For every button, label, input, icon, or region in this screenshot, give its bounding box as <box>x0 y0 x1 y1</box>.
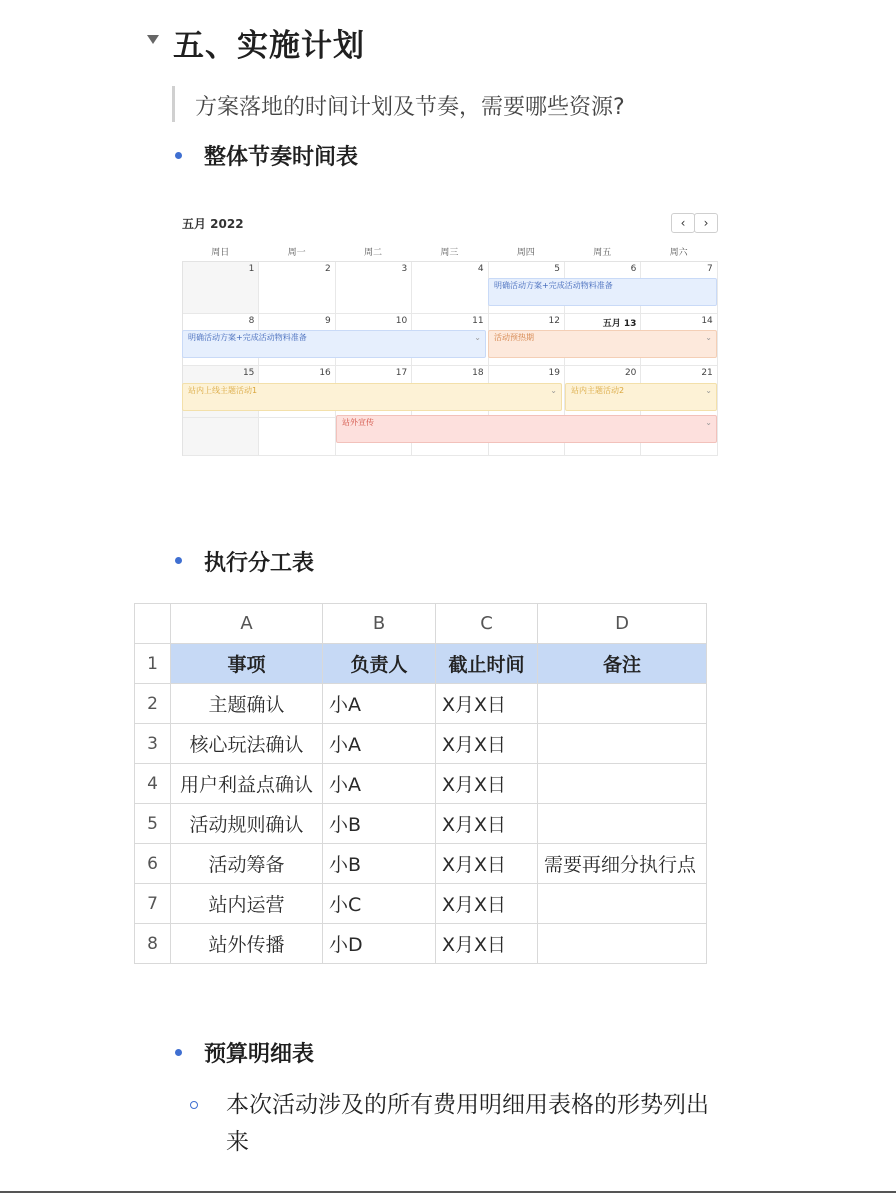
row-header[interactable]: 4 <box>135 764 171 804</box>
table-cell[interactable]: 核心玩法确认 <box>171 724 323 764</box>
column-header[interactable]: C <box>436 604 538 644</box>
table-cell[interactable]: 活动筹备 <box>171 844 323 884</box>
weekday-label: 周四 <box>516 248 535 258</box>
sheet-corner <box>135 604 171 644</box>
weekday-label: 周三 <box>440 248 459 258</box>
table-cell[interactable]: 站内运营 <box>171 884 323 924</box>
calendar-day-number: 8 <box>248 316 255 326</box>
calendar-day-number: 16 <box>319 368 331 378</box>
chevron-down-icon: ⌄ <box>705 386 712 395</box>
section-title: 五、实施计划 <box>173 28 365 64</box>
bullet-dot-icon <box>175 557 182 564</box>
calendar-day-number: 6 <box>630 264 637 274</box>
calendar-day-number: 2 <box>325 264 331 274</box>
event-label: 明确活动方案+完成活动物料准备 <box>494 281 613 290</box>
calendar-event[interactable] <box>182 330 486 358</box>
calendar-prev-button[interactable]: ‹ <box>671 213 695 233</box>
table-cell[interactable] <box>538 804 707 844</box>
table-cell[interactable]: X月X日 <box>436 924 538 964</box>
calendar-day-cell[interactable] <box>412 262 488 314</box>
table-cell[interactable] <box>538 764 707 804</box>
calendar-day-cell[interactable] <box>336 262 412 314</box>
collapse-toggle-icon[interactable] <box>147 35 159 44</box>
table-cell[interactable]: 小B <box>323 844 436 884</box>
row-header[interactable]: 8 <box>135 924 171 964</box>
table-row <box>135 924 707 964</box>
calendar-day-number: 18 <box>472 368 484 378</box>
division-table <box>134 603 707 964</box>
table-row <box>135 804 707 844</box>
calendar-day-cell[interactable] <box>183 418 259 456</box>
chevron-down-icon: ⌄ <box>705 333 712 342</box>
table-row <box>135 724 707 764</box>
calendar-day-number: 五月 13 <box>602 319 637 329</box>
quote-bar <box>172 86 175 122</box>
table-cell[interactable]: 主题确认 <box>171 684 323 724</box>
calendar-month-title: 五月 2022 <box>182 217 244 231</box>
table-cell[interactable]: X月X日 <box>436 884 538 924</box>
calendar-day-number: 12 <box>548 316 560 326</box>
table-row <box>135 884 707 924</box>
calendar-day-number: 15 <box>242 368 255 378</box>
calendar-event[interactable] <box>565 383 717 411</box>
calendar-event[interactable] <box>336 415 717 443</box>
row-header[interactable]: 2 <box>135 684 171 724</box>
calendar-day-number: 9 <box>325 316 331 326</box>
table-cell[interactable] <box>538 684 707 724</box>
table-cell[interactable]: 小A <box>323 764 436 804</box>
table-cell[interactable]: X月X日 <box>436 724 538 764</box>
event-label: 站外宣传 <box>342 418 374 427</box>
weekday-label: 周二 <box>363 248 382 258</box>
table-header-cell[interactable]: 截止时间 <box>436 644 538 684</box>
table-cell[interactable]: 站外传播 <box>171 924 323 964</box>
calendar-day-number: 1 <box>248 264 255 274</box>
calendar-event[interactable] <box>182 383 562 411</box>
table-cell[interactable]: 小A <box>323 684 436 724</box>
table-cell[interactable]: 小B <box>323 804 436 844</box>
table-cell[interactable]: 用户利益点确认 <box>171 764 323 804</box>
budget-description: 本次活动涉及的所有费用明细用表格的形势列出来 <box>226 1092 709 1155</box>
circle-bullet-icon <box>190 1101 198 1109</box>
table-cell[interactable]: X月X日 <box>436 804 538 844</box>
chevron-down-icon: ⌄ <box>474 333 481 342</box>
table-cell[interactable]: 小A <box>323 724 436 764</box>
calendar <box>182 205 717 455</box>
row-header[interactable]: 3 <box>135 724 171 764</box>
calendar-day-number: 14 <box>701 316 713 326</box>
table-header-cell[interactable]: 备注 <box>538 644 707 684</box>
calendar-day-cell[interactable] <box>259 418 335 456</box>
calendar-day-number: 21 <box>701 368 713 378</box>
table-cell[interactable]: 小D <box>323 924 436 964</box>
weekday-label: 周六 <box>669 248 688 258</box>
calendar-event[interactable] <box>488 330 717 358</box>
calendar-day-number: 11 <box>472 316 484 326</box>
chevron-down-icon: ⌄ <box>705 418 712 427</box>
calendar-day-number: 20 <box>624 368 637 378</box>
division-heading: 执行分工表 <box>204 551 315 576</box>
quote-text: 方案落地的时间计划及节奏，需要哪些资源? <box>195 95 625 120</box>
table-cell[interactable]: X月X日 <box>436 684 538 724</box>
row-header[interactable]: 5 <box>135 804 171 844</box>
event-label: 站内主题活动2 <box>571 386 625 395</box>
table-cell[interactable]: 活动规则确认 <box>171 804 323 844</box>
table-row <box>135 844 707 884</box>
table-cell[interactable]: X月X日 <box>436 844 538 884</box>
row-header[interactable]: 6 <box>135 844 171 884</box>
event-label: 站内上线主题活动1 <box>188 386 258 395</box>
column-header[interactable]: B <box>323 604 436 644</box>
column-header[interactable]: A <box>171 604 323 644</box>
column-header[interactable]: D <box>538 604 707 644</box>
calendar-next-button[interactable]: › <box>694 213 718 233</box>
table-header-cell[interactable]: 事项 <box>171 644 323 684</box>
table-cell[interactable]: 小C <box>323 884 436 924</box>
budget-heading: 预算明细表 <box>204 1042 315 1067</box>
weekday-label: 周日 <box>211 248 230 258</box>
row-header[interactable]: 1 <box>135 644 171 684</box>
table-cell[interactable]: 需要再细分执行点 <box>538 844 707 884</box>
calendar-day-number: 17 <box>395 368 408 378</box>
table-row <box>135 764 707 804</box>
table-cell[interactable]: X月X日 <box>436 764 538 804</box>
calendar-day-cell[interactable] <box>183 262 259 314</box>
weekday-label: 周一 <box>287 248 306 258</box>
calendar-day-number: 10 <box>395 316 408 326</box>
weekday-label: 周五 <box>593 248 612 258</box>
calendar-day-number: 7 <box>707 264 713 274</box>
table-row <box>135 684 707 724</box>
calendar-event[interactable] <box>488 278 717 306</box>
table-cell[interactable] <box>538 924 707 964</box>
calendar-day-number: 3 <box>401 264 408 274</box>
event-label: 明确活动方案+完成活动物料准备 <box>188 333 307 342</box>
bullet-dot-icon <box>175 152 182 159</box>
chevron-down-icon: ⌄ <box>550 386 557 395</box>
row-header[interactable]: 7 <box>135 884 171 924</box>
calendar-day-cell[interactable] <box>259 262 335 314</box>
event-label: 活动预热期 <box>494 333 534 342</box>
bottom-divider <box>0 1191 896 1193</box>
bullet-dot-icon <box>175 1049 182 1056</box>
calendar-day-number: 19 <box>548 368 560 378</box>
table-cell[interactable] <box>538 724 707 764</box>
table-cell[interactable] <box>538 884 707 924</box>
timeline-heading: 整体节奏时间表 <box>204 145 359 170</box>
calendar-day-number: 4 <box>477 264 484 274</box>
table-header-cell[interactable]: 负责人 <box>323 644 436 684</box>
calendar-day-number: 5 <box>554 264 560 274</box>
